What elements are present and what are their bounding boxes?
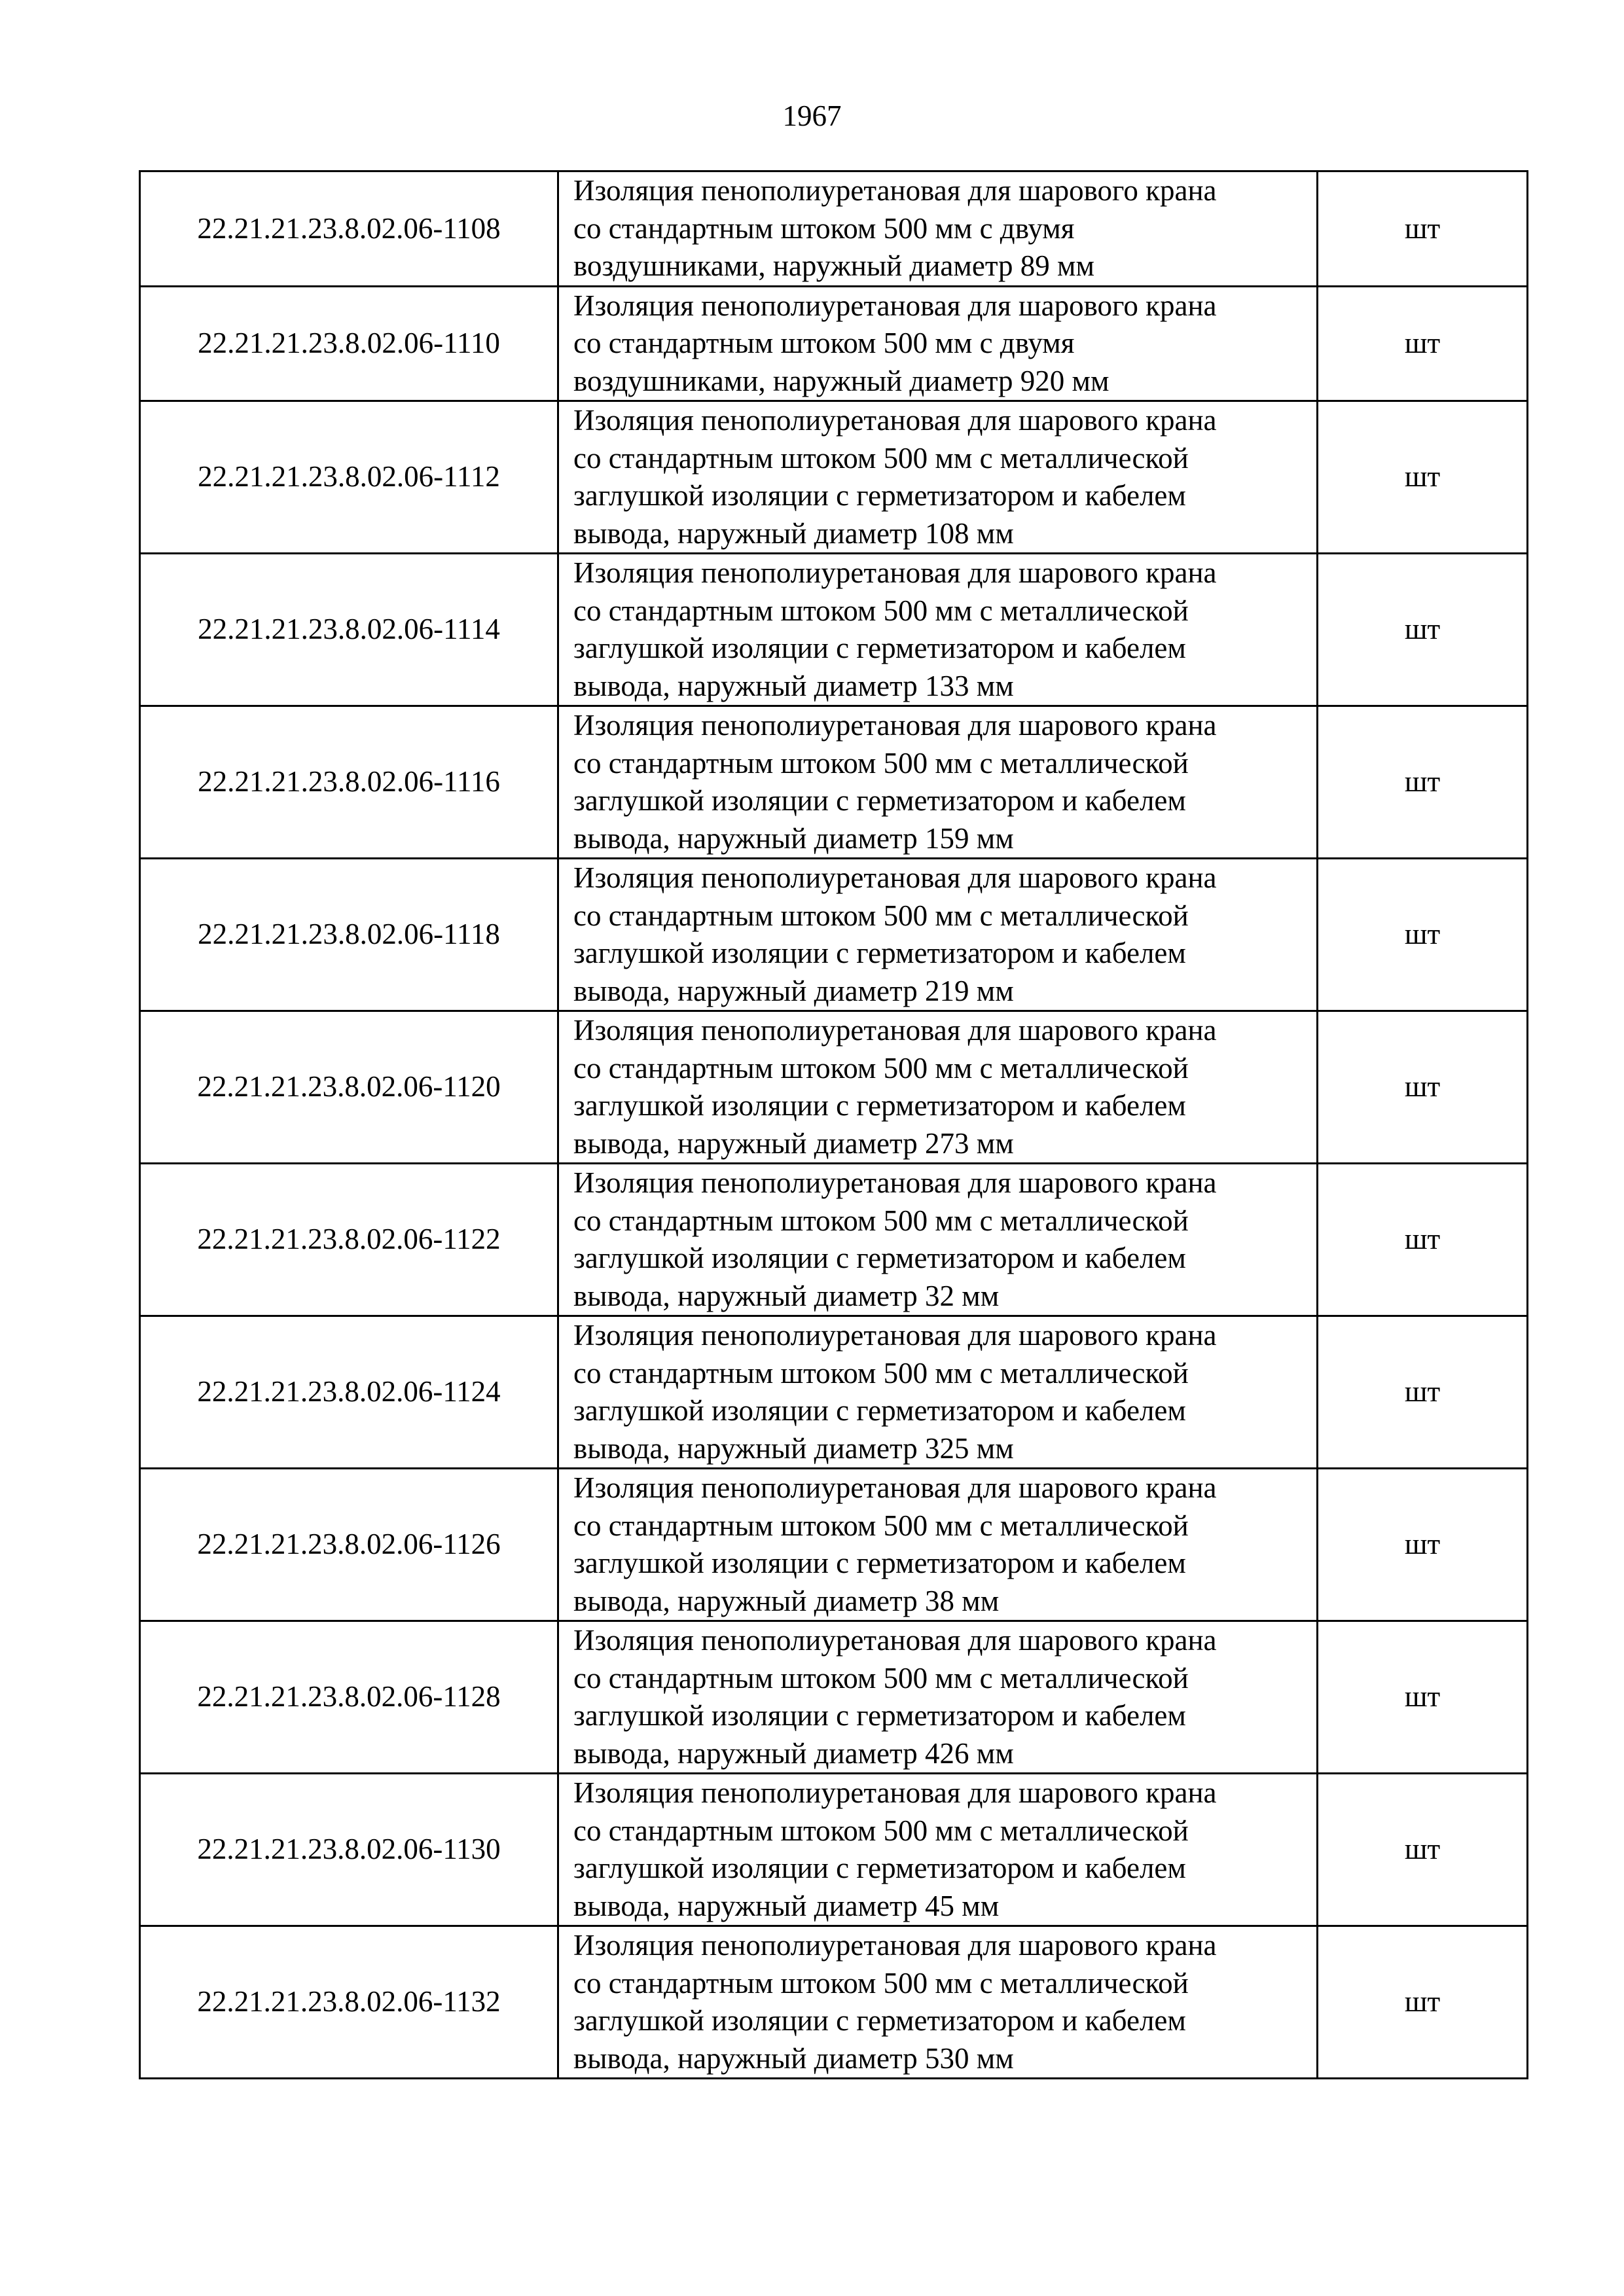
item-description [558, 859, 1318, 1011]
item-description-line: со стандартным штоком 500 мм с металлической [573, 594, 1189, 627]
item-description-line: заглушкой изоляции с герметизатором и кабелем [573, 1242, 1186, 1274]
item-description [558, 171, 1318, 287]
item-unit: шт [1318, 1774, 1528, 1926]
item-description-line: заглушкой изоляции с герметизатором и кабелем [573, 1699, 1186, 1732]
item-description [558, 1469, 1318, 1621]
item-description-line: заглушкой изоляции с герметизатором и кабелем [573, 1394, 1186, 1427]
item-description [558, 1926, 1318, 2079]
item-unit: шт [1318, 1926, 1528, 2079]
item-description-line: заглушкой изоляции с герметизатором и кабелем [573, 1089, 1186, 1122]
item-description-line: вывода, наружный диаметр 32 мм [573, 1279, 1000, 1312]
table-row [140, 1774, 1528, 1926]
item-description [558, 1316, 1318, 1469]
item-description [558, 401, 1318, 554]
item-description-line: заглушкой изоляции с герметизатором и кабелем [573, 2004, 1186, 2037]
item-description [558, 1011, 1318, 1164]
item-unit: шт [1318, 1011, 1528, 1164]
table-row [140, 1164, 1528, 1316]
item-code: 22.21.21.23.8.02.06-1116 [140, 706, 558, 859]
item-description-line: вывода, наружный диаметр 108 мм [573, 516, 1014, 550]
item-code: 22.21.21.23.8.02.06-1108 [140, 171, 558, 287]
item-description-line: Изоляция пенополиуретановая для шарового крана [573, 556, 1217, 589]
table-row [140, 1469, 1528, 1621]
item-description-line: Изоляция пенополиуретановая для шарового крана [573, 709, 1217, 742]
item-unit: шт [1318, 859, 1528, 1011]
item-code: 22.21.21.23.8.02.06-1118 [140, 859, 558, 1011]
item-code: 22.21.21.23.8.02.06-1128 [140, 1621, 558, 1774]
item-description-line: вывода, наружный диаметр 38 мм [573, 1584, 1000, 1617]
table-row [140, 286, 1528, 401]
item-description-line: вывода, наружный диаметр 273 мм [573, 1126, 1014, 1160]
item-description-line: вывода, наружный диаметр 426 мм [573, 1736, 1014, 1770]
item-description-line: Изоляция пенополиуретановая для шарового крана [573, 289, 1217, 322]
item-description-line: со стандартным штоком 500 мм с металлической [573, 1051, 1189, 1085]
item-code: 22.21.21.23.8.02.06-1122 [140, 1164, 558, 1316]
item-code: 22.21.21.23.8.02.06-1132 [140, 1926, 558, 2079]
item-description-line: со стандартным штоком 500 мм с металлической [573, 1661, 1189, 1695]
item-description-line: Изоляция пенополиуретановая для шарового крана [573, 174, 1217, 207]
item-description-line: со стандартным штоком 500 мм с металлической [573, 1966, 1189, 2000]
item-description-line: со стандартным штоком 500 мм с металлической [573, 1204, 1189, 1237]
item-description [558, 706, 1318, 859]
item-description-line: заглушкой изоляции с герметизатором и кабелем [573, 1852, 1186, 1884]
item-description-line: Изоляция пенополиуретановая для шарового крана [573, 1624, 1217, 1657]
item-description-line: Изоляция пенополиуретановая для шарового крана [573, 1776, 1217, 1809]
item-description-line: со стандартным штоком 500 мм с металлической [573, 899, 1189, 932]
item-description-line: заглушкой изоляции с герметизатором и кабелем [573, 784, 1186, 817]
item-unit: шт [1318, 171, 1528, 287]
item-description-line: со стандартным штоком 500 мм с металлической [573, 1356, 1189, 1390]
item-description-line: вывода, наружный диаметр 159 мм [573, 821, 1014, 855]
item-description-line: со стандартным штоком 500 мм с металлической [573, 441, 1189, 475]
item-unit: шт [1318, 1469, 1528, 1621]
table-row [140, 859, 1528, 1011]
item-description-line: со стандартным штоком 500 мм с металлической [573, 1814, 1189, 1847]
item-description-line: воздушниками, наружный диаметр 89 мм [573, 249, 1095, 282]
item-code: 22.21.21.23.8.02.06-1124 [140, 1316, 558, 1469]
item-unit: шт [1318, 401, 1528, 554]
table-row [140, 171, 1528, 287]
item-description-line: вывода, наружный диаметр 325 мм [573, 1431, 1014, 1465]
item-unit: шт [1318, 1621, 1528, 1774]
page-number: 1967 [782, 99, 842, 132]
item-description [558, 1774, 1318, 1926]
item-description-line: Изоляция пенополиуретановая для шарового крана [573, 404, 1217, 437]
item-code: 22.21.21.23.8.02.06-1112 [140, 401, 558, 554]
item-code: 22.21.21.23.8.02.06-1114 [140, 554, 558, 706]
items-table-body [140, 171, 1528, 2079]
item-description-line: воздушниками, наружный диаметр 920 мм [573, 364, 1110, 397]
item-description [558, 554, 1318, 706]
item-description-line: вывода, наружный диаметр 45 мм [573, 1889, 1000, 1922]
item-description-line: Изоляция пенополиуретановая для шарового крана [573, 861, 1217, 894]
item-description-line: Изоляция пенополиуретановая для шарового крана [573, 1929, 1217, 1962]
item-description-line: заглушкой изоляции с герметизатором и кабелем [573, 632, 1186, 664]
item-description-line: Изоляция пенополиуретановая для шарового крана [573, 1014, 1217, 1047]
items-table [139, 170, 1528, 2079]
item-description [558, 286, 1318, 401]
table-row [140, 1011, 1528, 1164]
item-code: 22.21.21.23.8.02.06-1110 [140, 286, 558, 401]
item-description-line: со стандартным штоком 500 мм с металлической [573, 746, 1189, 780]
item-unit: шт [1318, 554, 1528, 706]
item-unit: шт [1318, 706, 1528, 859]
item-description-line: со стандартным штоком 500 мм с двумя [573, 211, 1075, 245]
item-description-line: заглушкой изоляции с герметизатором и кабелем [573, 479, 1186, 512]
item-description-line: вывода, наружный диаметр 530 мм [573, 2041, 1014, 2075]
item-description-line: Изоляция пенополиуретановая для шарового крана [573, 1471, 1217, 1504]
item-code: 22.21.21.23.8.02.06-1120 [140, 1011, 558, 1164]
item-unit: шт [1318, 286, 1528, 401]
item-code: 22.21.21.23.8.02.06-1130 [140, 1774, 558, 1926]
item-description-line: заглушкой изоляции с герметизатором и кабелем [573, 937, 1186, 969]
table-row [140, 706, 1528, 859]
table-row [140, 554, 1528, 706]
item-description-line: со стандартным штоком 500 мм с металлической [573, 1509, 1189, 1542]
item-description [558, 1164, 1318, 1316]
item-code: 22.21.21.23.8.02.06-1126 [140, 1469, 558, 1621]
table-row [140, 401, 1528, 554]
item-description-line: Изоляция пенополиуретановая для шарового крана [573, 1319, 1217, 1352]
item-description-line: вывода, наружный диаметр 219 мм [573, 974, 1014, 1007]
item-description-line: заглушкой изоляции с герметизатором и кабелем [573, 1547, 1186, 1579]
table-row [140, 1621, 1528, 1774]
item-description-line: Изоляция пенополиуретановая для шарового крана [573, 1166, 1217, 1199]
table-row [140, 1926, 1528, 2079]
item-description-line: со стандартным штоком 500 мм с двумя [573, 327, 1075, 359]
item-description-line: вывода, наружный диаметр 133 мм [573, 669, 1014, 702]
item-description [558, 1621, 1318, 1774]
table-row [140, 1316, 1528, 1469]
item-unit: шт [1318, 1164, 1528, 1316]
item-unit: шт [1318, 1316, 1528, 1469]
